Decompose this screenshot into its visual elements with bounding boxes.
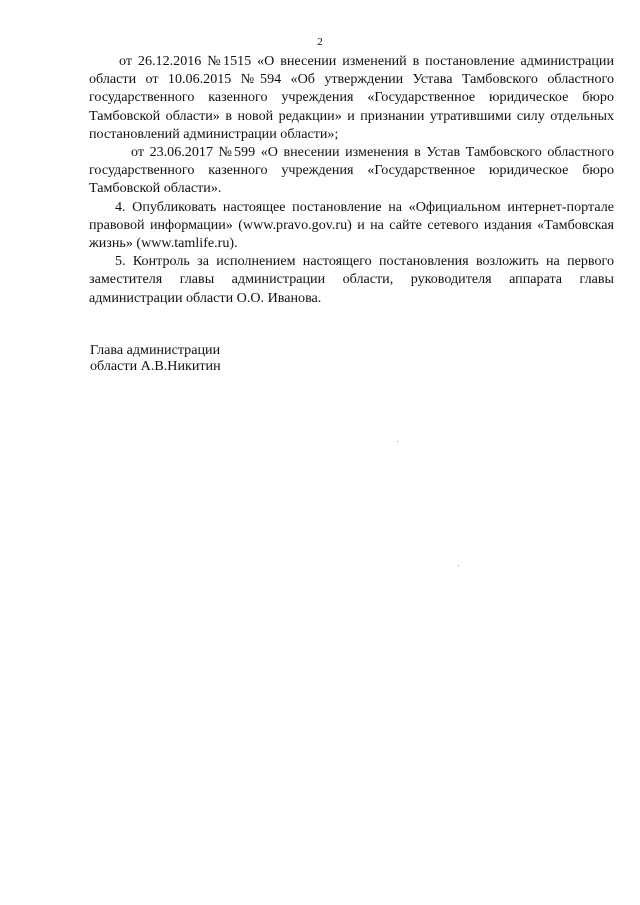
signature-block [90, 342, 221, 374]
scan-speck [458, 565, 459, 566]
paragraph-item-5: 5. Контроль за исполнением настоящего постановления возложить на первого заместителя главы администрации области, руководителя аппарата главы администрации области О.О. Иванова. [89, 253, 614, 306]
paragraph-amendment-1: от 26.12.2016 №1515 «О внесении изменений в постановление администрации области от 10.06.2015 №594 «Об утверждении Устава Тамбовского областного государственного казенного учреждения «Государственное юридическое бюро Тамбовской области» в новой редакции» и признании утратившими силу отдельных постановлений администрации области»; [89, 53, 614, 142]
scan-speck [397, 441, 398, 442]
paragraph-item-4: 4. Опубликовать настоящее постановление на «Официальном интернет-портале правовой информации» (www.pravo.gov.ru) и на сайте сетевого издания «Тамбовская жизнь» (www.tamlife.ru). [89, 198, 614, 252]
signature-title: Глава администрации [90, 342, 221, 358]
signature-name: области А.В.Никитин [90, 358, 221, 374]
page-number: 2 [317, 36, 323, 48]
document-body [89, 52, 614, 307]
paragraph-amendment-2: от 23.06.2017 №599 «О внесении изменения в Устав Тамбовского областного государственного казенного учреждения «Государственное юридическое бюро Тамбовской области». [89, 144, 614, 197]
